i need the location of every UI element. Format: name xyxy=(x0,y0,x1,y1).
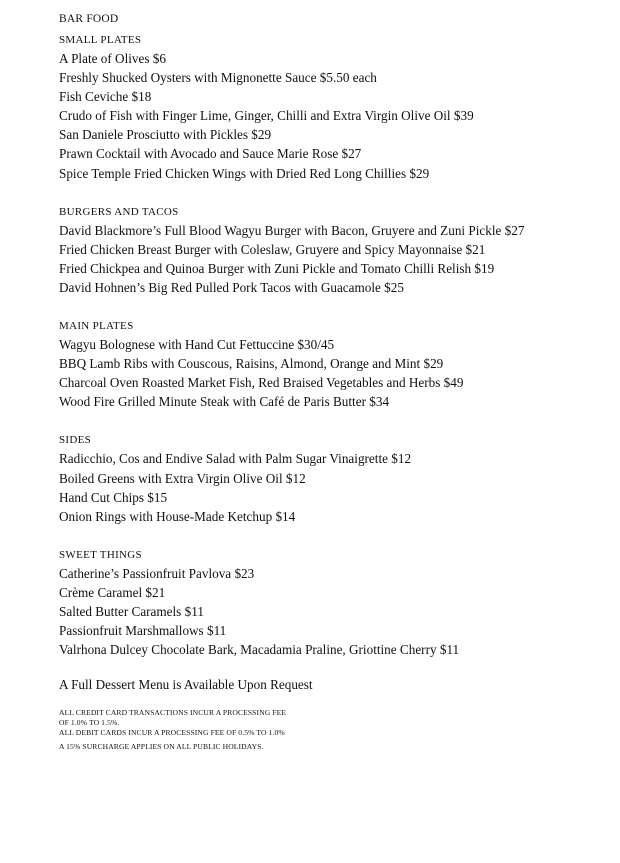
menu-page xyxy=(59,11,604,752)
section-title: BURGERS AND TACOS xyxy=(59,205,179,218)
menu-item: Valrhona Dulcey Chocolate Bark, Macadamia Praline, Griottine Cherry $11 xyxy=(59,642,460,658)
section-sweet-things xyxy=(59,546,604,659)
menu-item: Wagyu Bolognese with Hand Cut Fettuccine $30/45 xyxy=(59,337,335,353)
menu-item: Freshly Shucked Oysters with Mignonette Sauce $5.50 each xyxy=(59,70,377,86)
menu-title: BAR FOOD xyxy=(59,13,119,25)
dessert-menu-note: A Full Dessert Menu is Available Upon Request xyxy=(59,677,313,693)
section-title: SWEET THINGS xyxy=(59,548,142,561)
fine-print-line: A 15% SURCHARGE APPLIES ON ALL PUBLIC HOLIDAYS. xyxy=(59,742,264,752)
menu-item: Fish Ceviche $18 xyxy=(59,89,152,105)
surcharge-fine-print xyxy=(59,708,604,752)
menu-item: Passionfruit Marshmallows $11 xyxy=(59,623,227,639)
section-sides xyxy=(59,431,604,525)
fine-print-line: OF 1.0% TO 1.5%. xyxy=(59,718,120,728)
menu-item: A Plate of Olives $6 xyxy=(59,51,166,66)
menu-item: Boiled Greens with Extra Virgin Olive Oil $12 xyxy=(59,470,306,486)
menu-item: Fried Chickpea and Quinoa Burger with Zuni Pickle and Tomato Chilli Relish $19 xyxy=(59,260,495,276)
section-title: SMALL PLATES xyxy=(59,34,142,46)
menu-item: Wood Fire Grilled Minute Steak with Café de Paris Butter $34 xyxy=(59,394,390,410)
fine-print-line: ALL DEBIT CARDS INCUR A PROCESSING FEE OF 0.5% TO 1.0% xyxy=(59,728,285,738)
menu-item: Crème Caramel $21 xyxy=(59,584,166,600)
section-title: MAIN PLATES xyxy=(59,320,134,333)
menu-item: Prawn Cocktail with Avocado and Sauce Marie Rose $27 xyxy=(59,146,362,162)
menu-item: Onion Rings with House-Made Ketchup $14 xyxy=(59,508,296,524)
section-small-plates xyxy=(59,31,604,183)
menu-item: BBQ Lamb Ribs with Couscous, Raisins, Almond, Orange and Mint $29 xyxy=(59,356,444,372)
menu-item: Catherine’s Passionfruit Pavlova $23 xyxy=(59,565,255,581)
menu-item: Salted Butter Caramels $11 xyxy=(59,603,204,619)
menu-item: Fried Chicken Breast Burger with Coleslaw, Gruyere and Spicy Mayonnaise $21 xyxy=(59,241,486,257)
section-burgers-and-tacos xyxy=(59,203,604,297)
menu-item: Hand Cut Chips $15 xyxy=(59,489,168,505)
section-main-plates xyxy=(59,317,604,411)
menu-item: David Blackmore’s Full Blood Wagyu Burger with Bacon, Gruyere and Zuni Pickle $27 xyxy=(59,222,525,238)
menu-item: David Hohnen’s Big Red Pulled Pork Tacos with Guacamole $25 xyxy=(59,279,404,295)
menu-item: Charcoal Oven Roasted Market Fish, Red Braised Vegetables and Herbs $49 xyxy=(59,375,464,391)
menu-item: Crudo of Fish with Finger Lime, Ginger, Chilli and Extra Virgin Olive Oil $39 xyxy=(59,108,474,124)
section-title: SIDES xyxy=(59,434,92,447)
menu-item: Radicchio, Cos and Endive Salad with Palm Sugar Vinaigrette $12 xyxy=(59,451,412,467)
menu-item: San Daniele Prosciutto with Pickles $29 xyxy=(59,127,272,143)
fine-print-line: ALL CREDIT CARD TRANSACTIONS INCUR A PROCESSING FEE xyxy=(59,708,287,718)
menu-item: Spice Temple Fried Chicken Wings with Dried Red Long Chillies $29 xyxy=(59,165,430,181)
